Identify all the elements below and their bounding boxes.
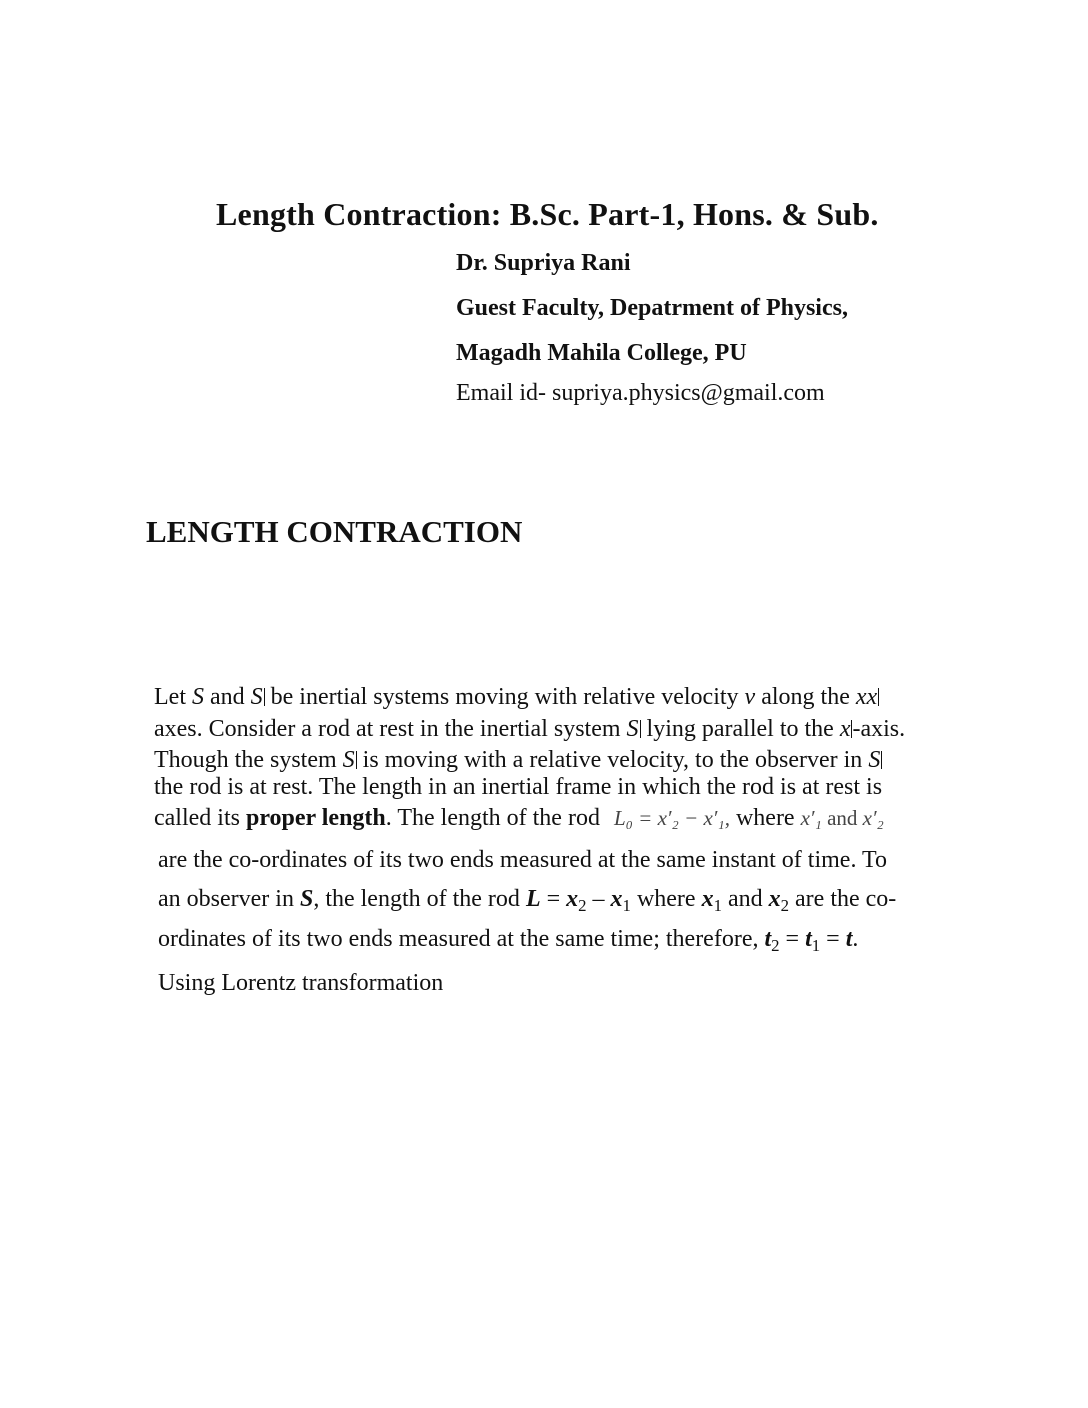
author-email: Email id- supriya.physics@gmail.com: [456, 380, 825, 406]
paragraph-line: called its proper length. The length of the rod L₀ = x′₂ − x′₁, where x′₁ and x′₂: [154, 805, 884, 831]
author-institution: Magadh Mahila College, PU: [456, 340, 747, 366]
paragraph-line: an observer in S, the length of the rod $L = x_2 - x_1$ where $x_1$ and $x_2$ are the co-: [158, 886, 897, 916]
proper-length-equation: L₀ = x′₂ − x′₁,: [613, 806, 730, 830]
paragraph-line: Though the system S is moving with a relative velocity, to the observer in S: [154, 747, 881, 773]
author-name: Dr. Supriya Rani: [456, 250, 631, 276]
paragraph-line: Using Lorentz transformation: [158, 970, 444, 996]
paragraph-line: Let S and S be inertial systems moving with relative velocity v along the xx: [154, 684, 878, 710]
section-heading: LENGTH CONTRACTION: [146, 514, 523, 549]
document-title: Length Contraction: B.Sc. Part-1, Hons. & Sub.: [216, 196, 879, 232]
paragraph-line: ordinates of its two ends measured at the same time; therefore, $t_2 = t_1 = t$.: [158, 926, 859, 956]
paragraph-line: axes. Consider a rod at rest in the inertial system S lying parallel to the x-axis.: [154, 716, 906, 742]
author-position: Guest Faculty, Depatrment of Physics,: [456, 295, 848, 321]
paragraph-line: are the co-ordinates of its two ends measured at the same instant of time. To: [158, 847, 887, 873]
paragraph-line: the rod is at rest. The length in an inertial frame in which the rod is at rest is: [154, 774, 883, 800]
